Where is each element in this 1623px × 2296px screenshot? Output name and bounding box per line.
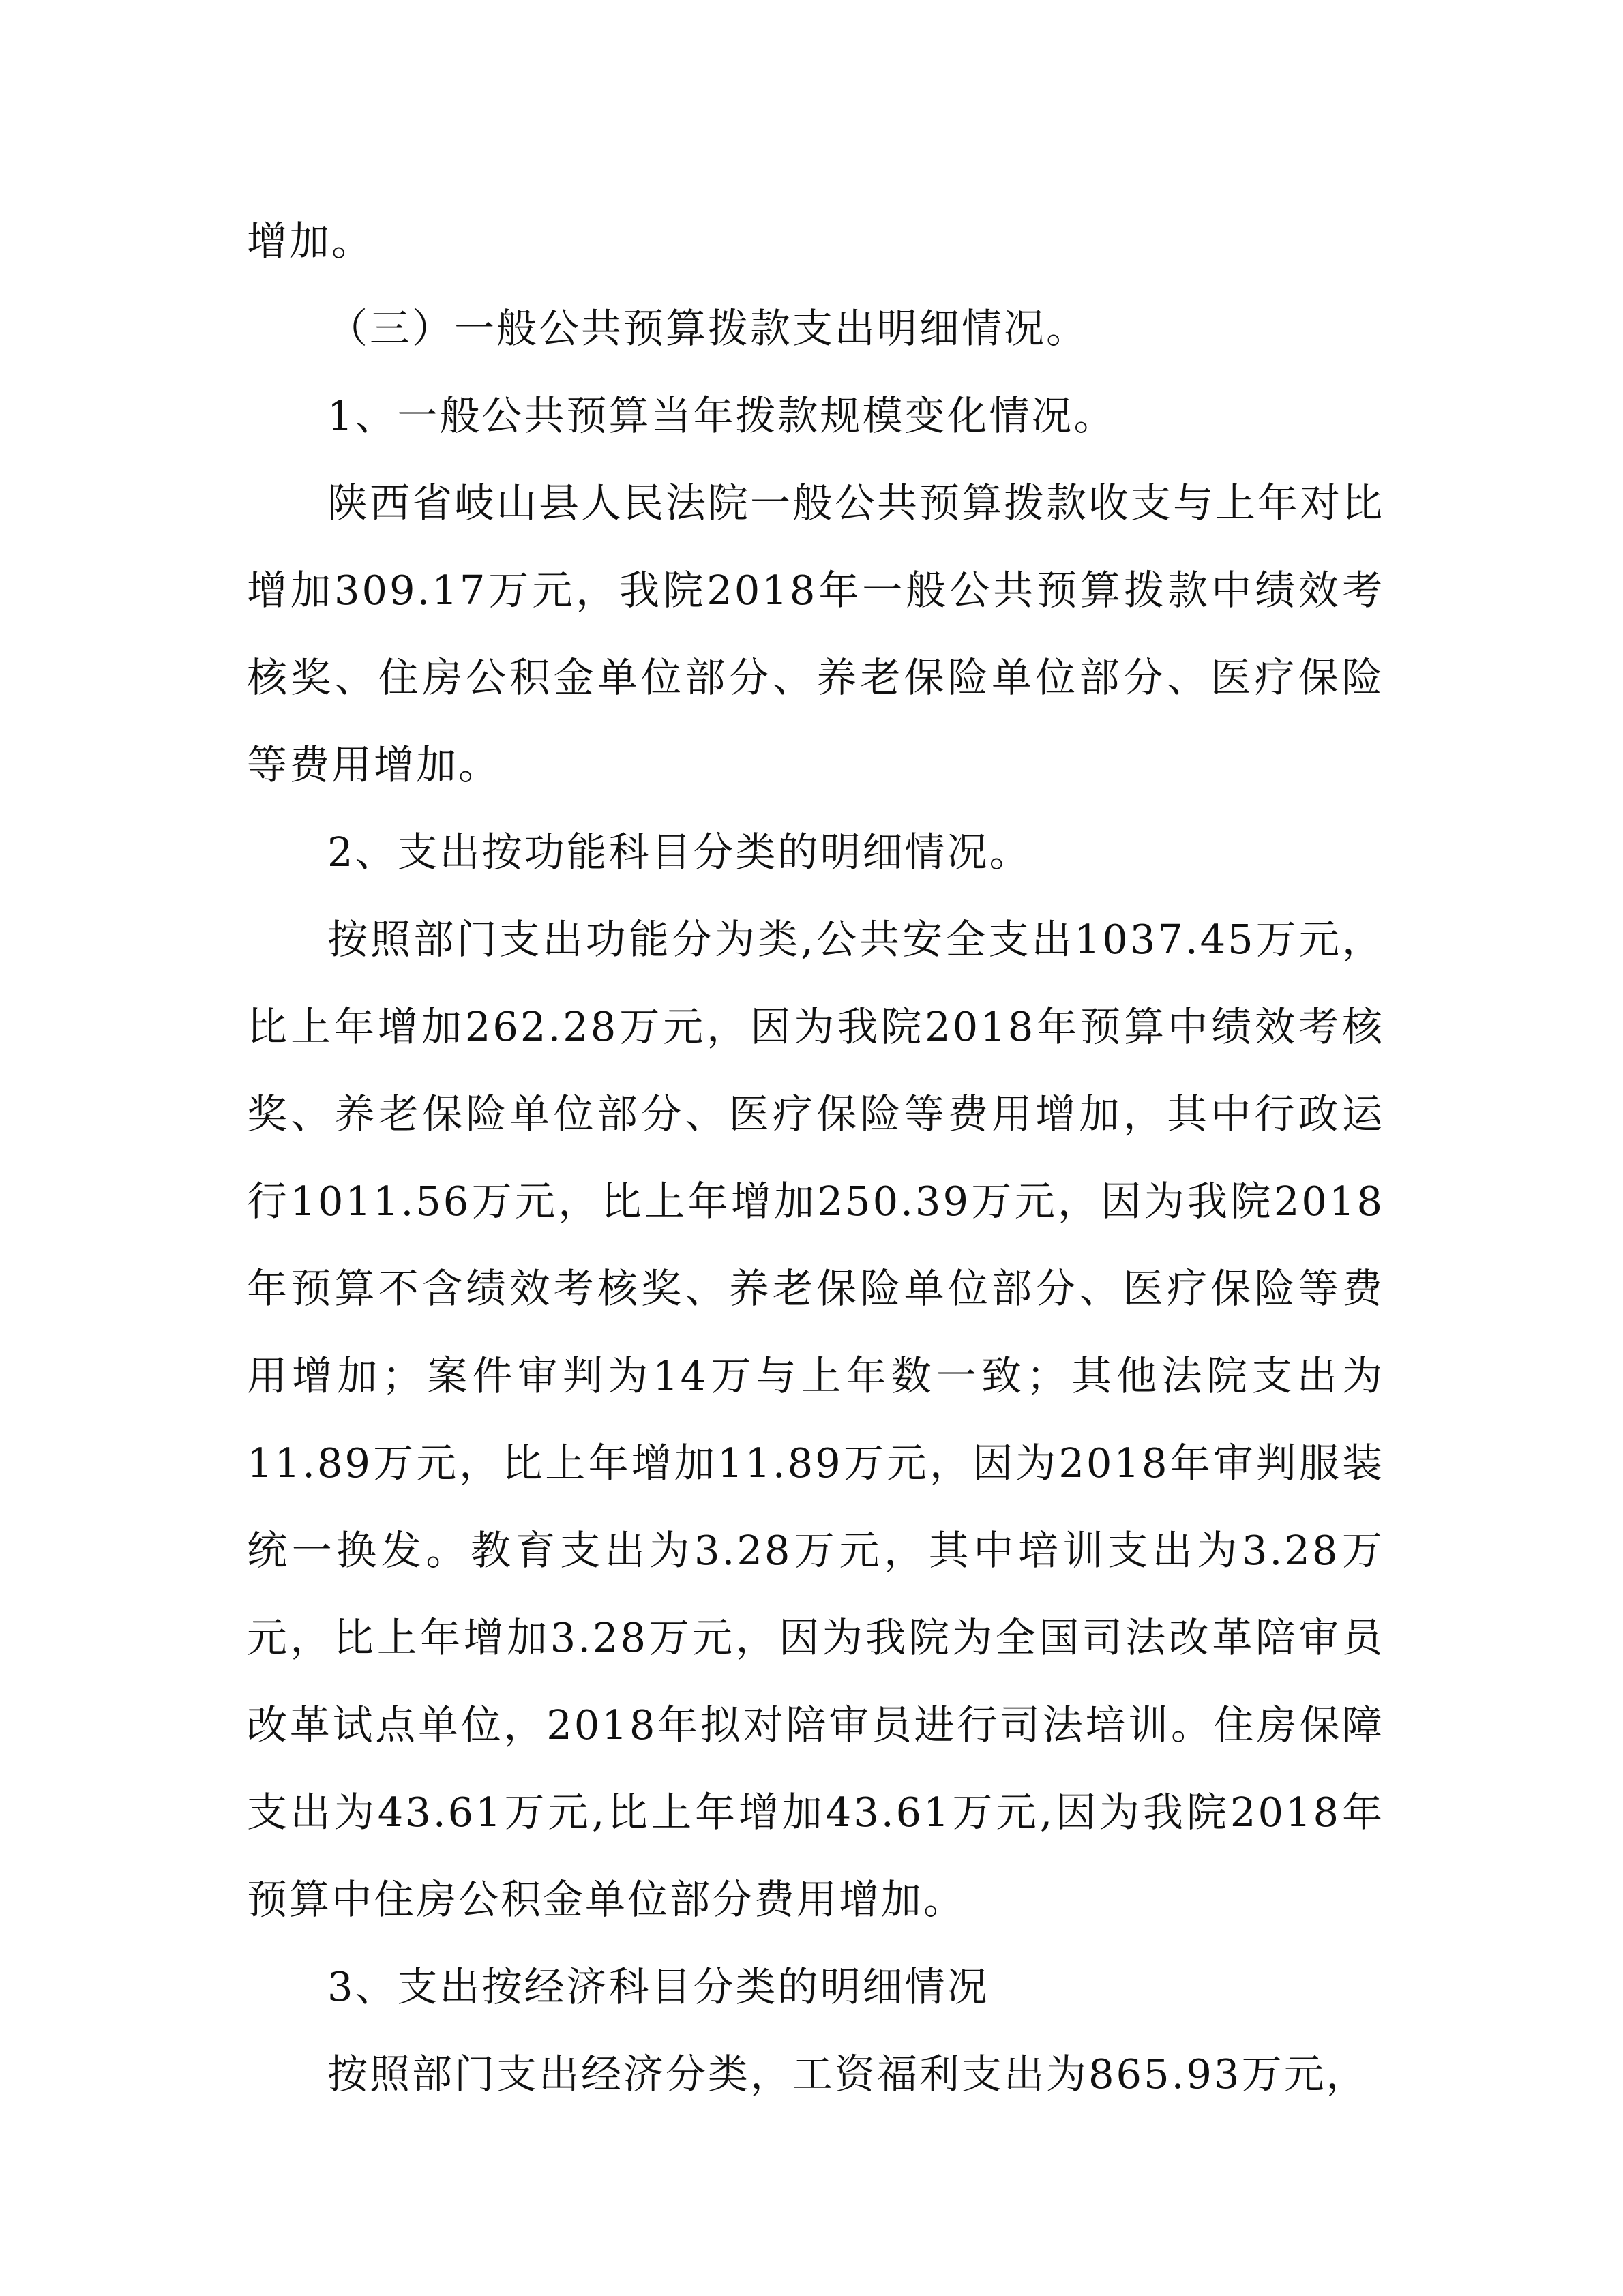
paragraph-scale-change: 陕西省岐山县人民法院一般公共预算拨款收支与上年对比增加309.17万元，我院2018年一般公共预算拨款中绩效考核奖、住房公积金单位部分、养老保险单位部分、医疗保险等费用增加。: [247, 479, 1385, 788]
paragraph-continuation: 增加。: [247, 218, 374, 265]
subheading-functional-classification: 2、支出按功能科目分类的明细情况。: [327, 829, 1032, 876]
subheading-scale-change: 1、一般公共预算当年拨款规模变化情况。: [327, 392, 1116, 439]
subheading-economic-classification: 3、支出按经济科目分类的明细情况: [327, 1963, 989, 2010]
document-body: [247, 198, 1384, 2118]
paragraph-functional-classification: 按照部门支出功能分为类,公共安全支出1037.45万元，比上年增加262.28万元，因为我院2018年预算中绩效考核奖、养老保险单位部分、医疗保险等费用增加，其中行政运行1011.56万元，比上年增加250.39万元，因为我院2018年预算不含绩效考核奖、养老保险单位部分、医疗保险等费用增加；案件审判为14万与上年数一致；其他法院支出为11.89万元，比上年增加11.89万元，因为2018年审判服装统一换发。教育支出为3.28万元，其中培训支出为3.28万元，比上年增加3.28万元，因为我院为全国司法改革陪审员改革试点单位，2018年拟对陪审员进行司法培训。住房保障支出为43.61万元,比上年增加43.61万元,因为我院2018年预算中住房公积金单位部分费用增加。: [247, 916, 1384, 1923]
paragraph-economic-classification: 按照部门支出经济分类，工资福利支出为865.93万元，: [327, 2051, 1369, 2098]
section-heading-general-budget-expenditure: （三）一般公共预算拨款支出明细情况。: [327, 305, 1089, 352]
